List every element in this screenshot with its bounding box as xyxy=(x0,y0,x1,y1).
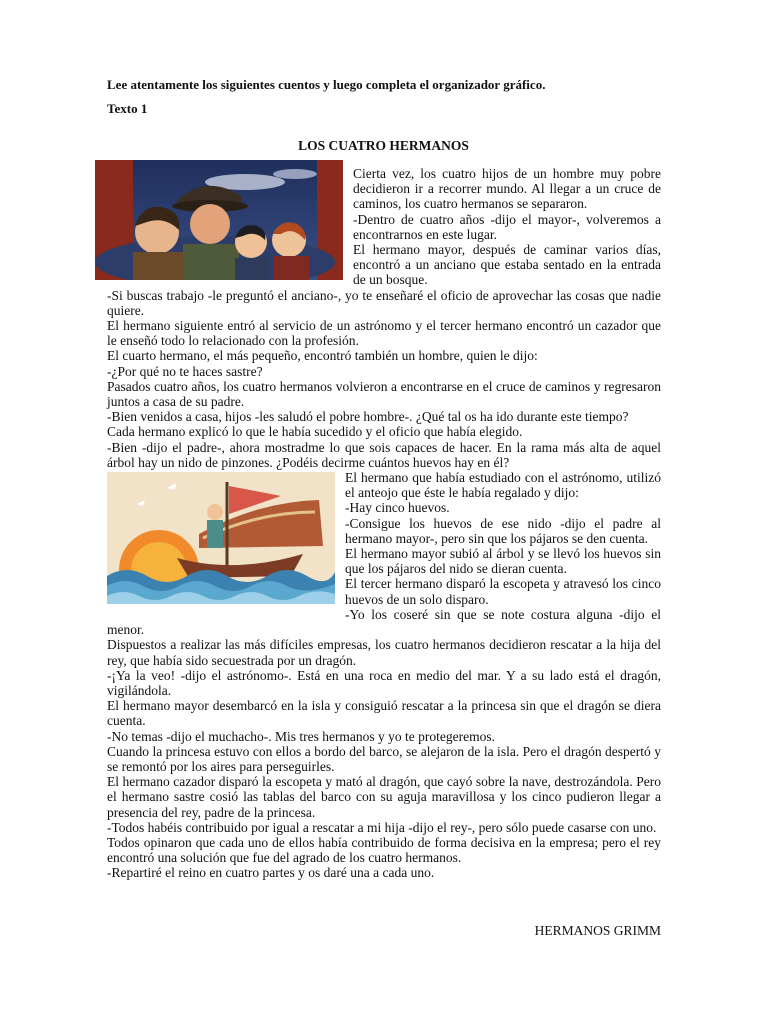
paragraph-1: Cierta vez, los cuatro hijos de un hombre muy pobre decidieron ir a recorrer mundo. Al llegar a un cruce de caminos, los cuatro hermanos se separaron. xyxy=(353,166,661,212)
paragraph-2: -Dentro de cuatro años -dijo el mayor-, volveremos a encontrarnos en este lugar. xyxy=(353,211,661,242)
paragraph-12: El hermano que había estudiado con el astrónomo, utilizó el anteojo que éste le había regalado y dijo: xyxy=(345,470,661,501)
story-author: HERMANOS GRIMM xyxy=(534,923,661,938)
paragraph-17: -Yo los coseré sin que se note costura alguna -dijo el menor. xyxy=(107,606,661,638)
four-brothers-illustration xyxy=(95,160,343,280)
paragraph-26: -Repartiré el reino en cuatro partes y os daré una a cada uno. xyxy=(107,865,435,881)
paragraph-20: El hermano mayor desembarcó en la isla y consiguió rescatar a la princesa sin que el dragón se diera cuenta. xyxy=(107,698,661,729)
paragraph-13: -Hay cinco huevos. xyxy=(345,500,450,516)
paragraph-16: El tercer hermano disparó la escopeta y atravesó los cinco huevos de un solo disparo. xyxy=(345,576,661,607)
paragraph-11: -Bien -dijo el padre-, ahora mostradme lo que sois capaces de hacer. En la rama más alta de aquel árbol hay un nido de pinzones. ¿Podéis decirme cuántos huevos hay en él? xyxy=(107,439,661,470)
paragraph-9: -Bien venidos a casa, hijos -les saludó el pobre hombre-. ¿Qué tal os ha ido durante este tiempo? xyxy=(107,409,629,425)
paragraph-21: -No temas -dijo el muchacho-. Mis tres hermanos y yo te protegeremos. xyxy=(107,728,496,744)
paragraph-15: El hermano mayor subió al árbol y se llevó los huevos sin que los pájaros del nido se dieran cuenta. xyxy=(345,546,661,577)
paragraph-14: -Consigue los huevos de ese nido -dijo el padre al hermano mayor-, pero sin que los pájaros se den cuenta. xyxy=(345,515,661,546)
paragraph-19: -¡Ya la veo! -dijo el astrónomo-. Está en una roca en medio del mar. Y a su lado está el dragón, vigilándola. xyxy=(107,667,661,698)
paragraph-5: El hermano siguiente entró al servicio de un astrónomo y el tercer hermano encontró un cazador que le enseñó todo lo relacionado con la profesión. xyxy=(107,318,661,349)
paragraph-23: El hermano cazador disparó la escopeta y mató al dragón, que cayó sobre la nave, destrozándola. Pero el hermano sastre cosió las tablas del barco con su aguja maravillosa y los cinco pudieron llegar a presencia del rey, padre de la princesa. xyxy=(107,774,661,820)
paragraph-6: El cuarto hermano, el más pequeño, encontró también un hombre, quien le dijo: xyxy=(107,348,538,364)
paragraph-7: -¿Por qué no te haces sastre? xyxy=(107,363,263,379)
paragraph-4: -Si buscas trabajo -le preguntó el anciano-, yo te enseñaré el oficio de aprovechar las cosas que nadie quiere. xyxy=(107,287,661,318)
story-title: LOS CUATRO HERMANOS xyxy=(298,138,469,153)
paragraph-25: Todos opinaron que cada uno de ellos había contribuido de forma decisiva en la empresa; pero el rey encontró una solución que fue del agrado de los cuatro hermanos. xyxy=(107,834,661,866)
paragraph-22: Cuando la princesa estuvo con ellos a bordo del barco, se alejaron de la isla. Pero el dragón despertó y se remontó por los aires para perseguirles. xyxy=(107,743,661,774)
paragraph-18: Dispuestos a realizar las más difíciles empresas, los cuatro hermanos decidieron rescatar a la hija del rey, que había sido secuestrada por un dragón. xyxy=(107,637,661,668)
paragraph-3: El hermano mayor, después de caminar varios días, encontró a un anciano que estaba sentado en la entrada de un bosque. xyxy=(353,242,661,288)
paragraph-10: Cada hermano explicó lo que le había sucedido y el oficio que había elegido. xyxy=(107,424,523,440)
paragraph-8: Pasados cuatro años, los cuatro hermanos volvieron a encontrarse en el cruce de caminos y regresaron juntos a casa de su padre. xyxy=(107,378,661,410)
instructions: Lee atentamente los siguientes cuentos y luego completa el organizador gráfico. xyxy=(107,77,546,92)
paragraph-24: -Todos habéis contribuido por igual a rescatar a mi hija -dijo el rey-, pero sólo puede casarse con uno. xyxy=(107,819,657,835)
boat-on-waves-illustration xyxy=(107,472,335,604)
text-label: Texto 1 xyxy=(107,101,148,116)
story-body xyxy=(107,166,661,881)
